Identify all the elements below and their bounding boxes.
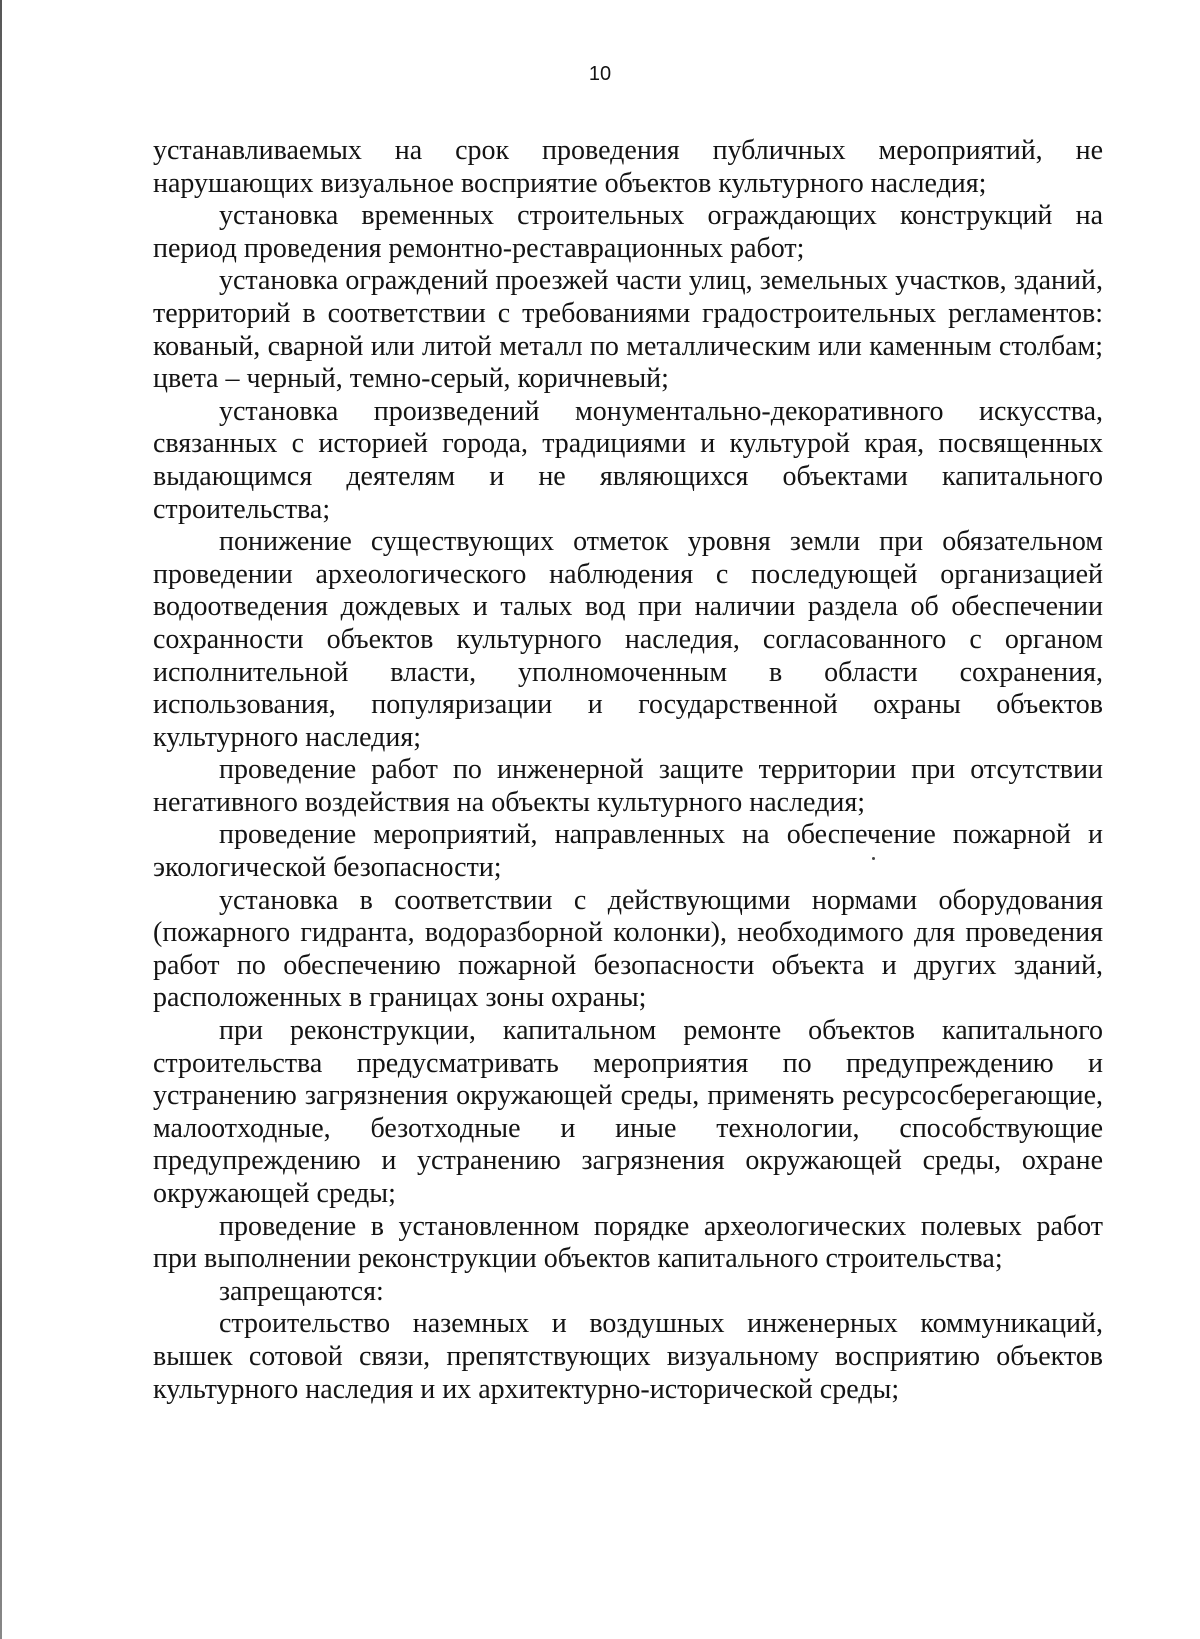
paragraph-engineering-protection: проведение работ по инженерной защите территории при отсутствии негативного воздействия на объекты культурного наследия; [153, 754, 1103, 818]
paragraph-fire-equipment: установка в соответствии с действующими нормами оборудования (пожарного гидранта, водоразборной колонки), необходимого для проведения работ по обеспечению пожарной безопасности объекта и других зданий, расположенных в границах зоны охраны; [153, 884, 1103, 1014]
scan-edge [0, 0, 2, 1639]
page-number: 10 [588, 63, 612, 85]
paragraph-prohibited-heading: запрещаются: [219, 1275, 384, 1307]
paragraph-road-fences: установка ограждений проезжей части улиц, земельных участков, зданий, территорий в соответствии с требованиями градостроительных регламентов: кованый, сварной или литой металл по металлическим или каменным столбам; цвета – черный, темно-серый, коричневый; [153, 265, 1103, 395]
paragraph-temporary-fences: установка временных строительных ограждающих конструкций на период проведения ремонтно-реставрационных работ; [153, 200, 1103, 264]
scan-speck [872, 857, 875, 860]
paragraph-archaeology: проведение в установленном порядке археологических полевых работ при выполнении реконструкции объектов капитального строительства; [153, 1210, 1103, 1275]
paragraph-communications: строительство наземных и воздушных инженерных коммуникаций, вышек сотовой связи, препятствующих визуальному восприятию объектов культурного наследия и их архитектурно-исторической среды; [153, 1308, 1103, 1405]
paragraph-fire-ecology: проведение мероприятий, направленных на обеспечение пожарной и экологической безопасности; [153, 819, 1103, 884]
paragraph-reconstruction: при реконструкции, капитальном ремонте объектов капитального строительства предусматривать мероприятия по предупреждению и устранению загрязнения окружающей среды, применять ресурсосберегающие, малоотходные, безотходные и иные технологии, способствующие предупреждению и устранению загрязнения окружающей среды, охране окружающей среды; [153, 1015, 1103, 1209]
paragraph-continuation: устанавливаемых на срок проведения публичных мероприятий, не нарушающих визуальное восприятие объектов культурного наследия; [153, 135, 1103, 199]
document-body [153, 135, 1103, 1406]
paragraph-monumental-art: установка произведений монументально-декоративного искусства, связанных с историей города, традициями и культурой края, посвященных выдающимся деятелям и не являющихся объектами капитального строительства; [153, 395, 1103, 525]
paragraph-ground-level: понижение существующих отметок уровня земли при обязательном проведении археологического наблюдения с последующей организацией водоотведения дождевых и талых вод при наличии раздела об обеспечении сохранности объектов культурного наследия, согласованного с органом исполнительной власти, уполномоченным в области сохранения, использования, популяризации и государственной охраны объектов культурного наследия; [153, 526, 1103, 753]
